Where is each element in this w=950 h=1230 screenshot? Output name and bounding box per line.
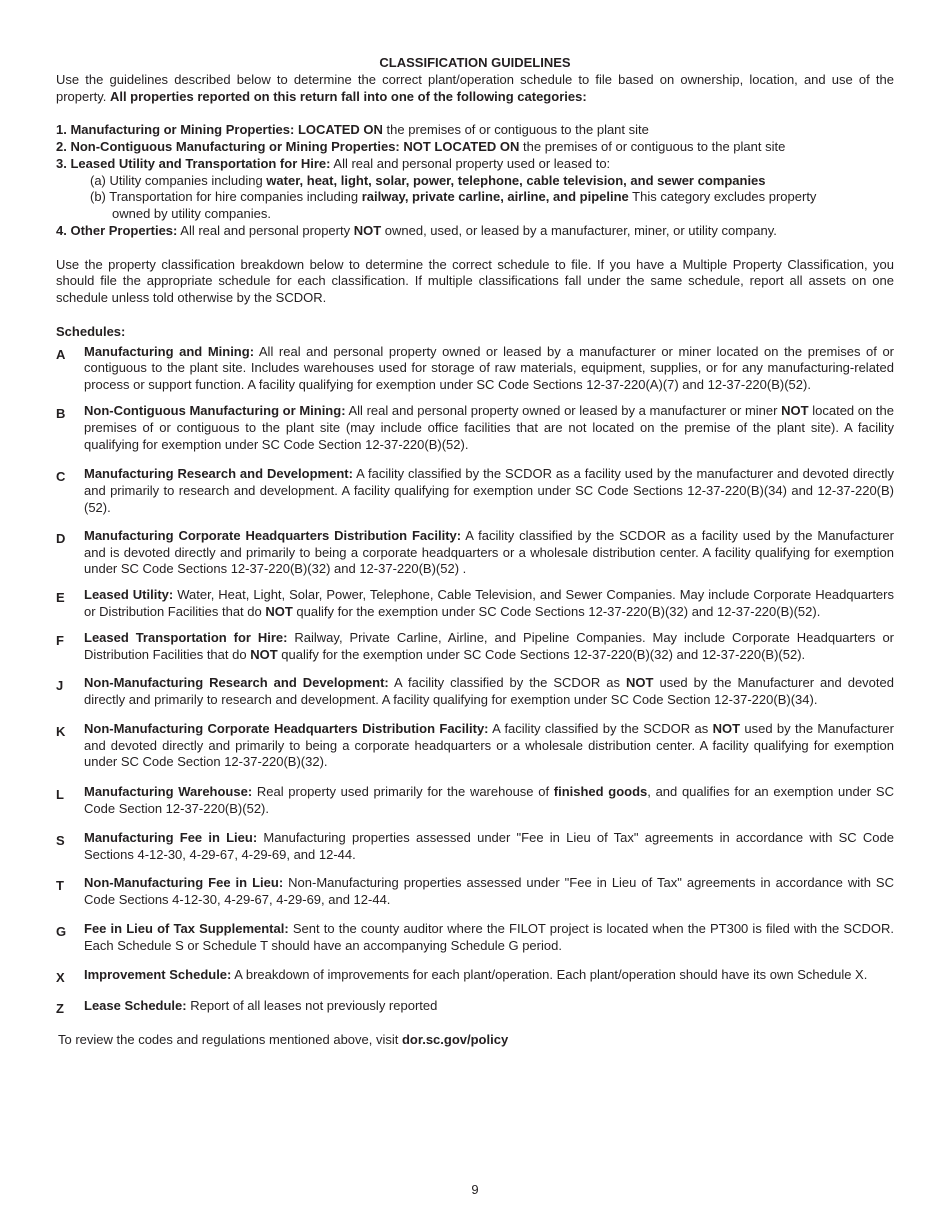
intro-text: Use the guidelines described below to determine the correct plant/operation schedule to file based on ownership, location, and use of the property. — [56, 71, 894, 104]
schedule-f — [56, 630, 894, 664]
schedule-e — [56, 587, 894, 621]
schedule-z — [56, 998, 894, 1018]
schedule-description: Improvement Schedule: A breakdown of improvements for each plant/operation. Each plant/operation should have its own Schedule X. — [84, 966, 868, 982]
schedule-letter: E — [56, 590, 65, 606]
schedule-letter: Z — [56, 1001, 64, 1017]
schedules-heading: Schedules: — [56, 323, 126, 339]
schedule-description: Non-Manufacturing Research and Development: A facility classified by the SCDOR as NOT used by the Manufacturer and devoted directly and primarily to research and development. A facility qualifying for exemption under SC Code Section 12-37-220(B)(34). — [84, 675, 894, 708]
schedule-letter: F — [56, 632, 64, 648]
schedule-letter: X — [56, 969, 65, 985]
schedule-description: Non-Manufacturing Corporate Headquarters Distribution Facility: A facility classified by the SCDOR as NOT used by the Manufacturer and devoted directly and primarily to being a corporate headquarters or a wholesale distribution center. A facility qualifying for exemption under SC Code Section 12-37-220(B)(32). — [84, 720, 894, 770]
schedule-letter: S — [56, 832, 65, 848]
schedule-letter: L — [56, 787, 64, 803]
document-page — [56, 55, 894, 1049]
breakdown-paragraph: Use the property classification breakdown below to determine the correct schedule to file. If you have a Multiple Property Classification, you should file the appropriate schedule for each classification. If multiple classifications fall under the same schedule, report all assets on one schedule unless told otherwise by the SCDOR. — [56, 256, 894, 306]
schedule-letter: T — [56, 878, 64, 894]
schedule-k — [56, 721, 894, 771]
schedule-c — [56, 466, 894, 516]
schedule-d — [56, 528, 894, 578]
schedule-letter: C — [56, 469, 66, 485]
schedule-description: Leased Transportation for Hire: Railway, Private Carline, Airline, and Pipeline Companies. May include Corporate Headquarters or Distribution Facilities that do NOT qualify for the exemption under SC Code Sections 12-37-220(B)(32) and 12-37-220(B)(52). — [84, 629, 895, 662]
schedule-t — [56, 875, 894, 909]
schedule-description: Manufacturing Research and Development: A facility classified by the SCDOR as a facility used by the manufacturer and devoted directly and primarily to research and development. A facility qualifying for exemption under SC Code Sections 12-37-220(B)(34) and 12-37-220(B)(52). — [84, 466, 894, 515]
footer-note: To review the codes and regulations mentioned above, visit dor.sc.gov/policy — [58, 1032, 509, 1048]
schedule-description: Manufacturing Warehouse: Real property used primarily for the warehouse of finished goods, and qualifies for an exemption under SC Code Section 12-37-220(B)(52). — [84, 784, 894, 817]
schedule-description: Non-Manufacturing Fee in Lieu: Non-Manufacturing properties assessed under "Fee in Lieu of Tax" agreements in accordance with SC Code Sections 4-12-30, 4-29-67, 4-29-69, and 12-44. — [84, 875, 894, 908]
intro-paragraph — [56, 72, 894, 106]
page-number: 9 — [471, 1182, 479, 1197]
schedule-b — [56, 403, 894, 453]
category-3-sub-b-cont: owned by utility companies. — [112, 206, 271, 222]
schedule-x — [56, 967, 894, 987]
schedule-letter: K — [56, 723, 66, 739]
schedule-letter: B — [56, 405, 66, 421]
category-3-sub-b: (b) Transportation for hire companies including railway, private carline, airline, and pipeline This category excludes property — [90, 189, 817, 205]
schedule-j — [56, 675, 894, 709]
schedule-g — [56, 921, 894, 955]
schedule-a — [56, 344, 894, 394]
schedule-description: Fee in Lieu of Tax Supplemental: Sent to the county auditor where the FILOT project is located when the PT300 is filed with the SCDOR. Each Schedule S or Schedule T should have an accompanying Schedule G period. — [84, 921, 894, 953]
schedule-letter: D — [56, 530, 66, 546]
schedule-description: Non-Contiguous Manufacturing or Mining: All real and personal property owned or leased by a manufacturer or miner NOT located on the premises of or contiguous to the plant site (may include office facilities that are not located on the premise of the plant site). A facility qualifying for exemption under SC Code Section 12-37-220(B)(52). — [84, 402, 894, 452]
schedule-letter: G — [56, 924, 67, 940]
category-1: 1. Manufacturing or Mining Properties: LOCATED ON the premises of or contiguous to the plant site — [56, 122, 649, 138]
schedule-letter: J — [56, 678, 64, 694]
schedule-description: Manufacturing Fee in Lieu: Manufacturing properties assessed under "Fee in Lieu of Tax" agreements in accordance with SC Code Sections 4-12-30, 4-29-67, 4-29-69, and 12-44. — [84, 829, 894, 862]
schedule-l — [56, 784, 894, 818]
schedule-letter: A — [56, 346, 66, 362]
category-3-sub-a: (a) Utility companies including water, heat, light, solar, power, telephone, cable television, and sewer companies — [90, 172, 766, 188]
schedule-s — [56, 830, 894, 864]
schedule-description: Leased Utility: Water, Heat, Light, Solar, Power, Telephone, Cable Television, and Sewer Companies. May include Corporate Headquarters or Distribution Facilities that do NOT qualify for the exemption under SC Code Sections 12-37-220(B)(32) and 12-37-220(B)(52). — [84, 587, 894, 619]
page-title: CLASSIFICATION GUIDELINES — [379, 55, 571, 70]
schedule-description: Lease Schedule: Report of all leases not previously reported — [84, 998, 438, 1014]
policy-link[interactable]: dor.sc.gov/policy — [401, 1032, 509, 1048]
schedule-description: Manufacturing Corporate Headquarters Distribution Facility: A facility classified by the SCDOR as a facility used by the Manufacturer and is devoted directly and primarily to being a corporate headquarters or a wholesale distribution center. A facility qualifying for exemption under SC Code Sections 12-37-220(B)(32) and 12-37-220(B)(52) . — [84, 527, 894, 577]
schedule-description: Manufacturing and Mining: All real and personal property owned or leased by a manufacturer or miner located on the premises of or contiguous to the plant site. Includes warehouses used for storage of raw materials, equipment, supplies, or for any manufacturing-related process or support function. A facility qualifying for exemption under SC Code Sections 12-37-220(A)(7) and 12-37-220(B)(52). — [84, 343, 894, 393]
category-3: 3. Leased Utility and Transportation for Hire: All real and personal property used or leased to: — [56, 155, 611, 171]
category-4: 4. Other Properties: All real and personal property NOT owned, used, or leased by a manufacturer, miner, or utility company. — [56, 222, 777, 238]
category-2: 2. Non-Contiguous Manufacturing or Mining Properties: NOT LOCATED ON the premises of or contiguous to the plant site — [56, 138, 786, 154]
intro-bold: All properties reported on this return fall into one of the following categories: — [109, 88, 587, 104]
